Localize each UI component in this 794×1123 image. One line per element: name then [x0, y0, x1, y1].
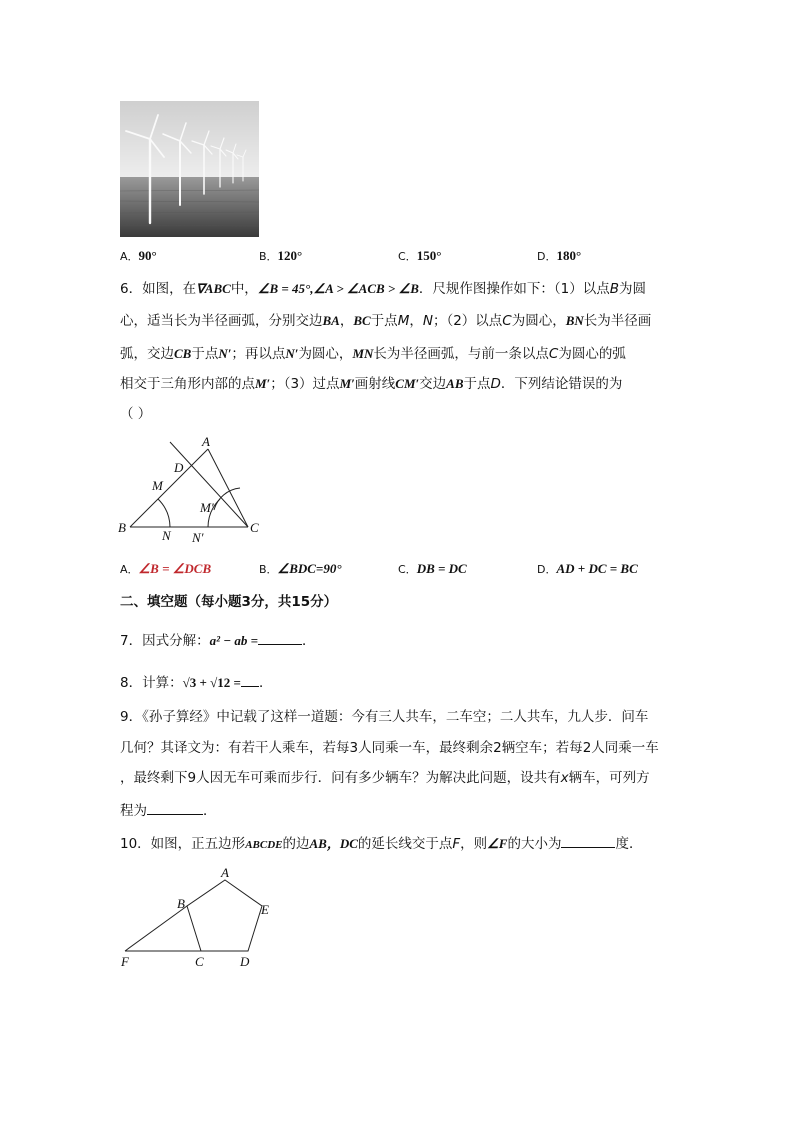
- arc-mn: [158, 499, 170, 527]
- q6-line-4: 相交于三角形内部的点M′；（3）过点M′画射线CM′交边AB于点D．下列结论错误的为: [120, 376, 623, 392]
- q5-option-d[interactable]: D．180°: [537, 248, 582, 263]
- q6-option-c[interactable]: C．DB = DC: [398, 561, 467, 576]
- label-d: D: [174, 460, 184, 475]
- section-fill-in-title: 二、填空题（每小题3分，共15分）: [120, 594, 338, 610]
- q6-line-3: 弧，交边CB于点N′；再以点N′为圆心，MN长为半径画弧，与前一条以点C为圆心的弧: [120, 346, 626, 362]
- q9-line-4: 程为 ．: [120, 800, 217, 821]
- label-np: N′: [192, 530, 204, 544]
- q5-option-b[interactable]: B．120°: [259, 248, 303, 263]
- wind-turbine-photo: [120, 101, 259, 237]
- label-m: M: [152, 478, 163, 493]
- label-e: E: [261, 902, 269, 917]
- q7: 7．因式分解：a² − ab = ．: [120, 630, 316, 651]
- q10-pentagon-figure: [115, 862, 285, 972]
- q9-answer-blank[interactable]: [147, 800, 203, 815]
- extension-ab: [125, 906, 187, 951]
- label-a: A: [202, 434, 210, 449]
- label-n: N: [162, 528, 171, 543]
- q10-answer-blank[interactable]: [561, 833, 615, 848]
- q8: 8．计算：√3 + √12 = ．: [120, 672, 272, 693]
- label-c: C: [250, 520, 259, 535]
- label-mp: M′: [200, 500, 214, 515]
- q7-answer-blank[interactable]: [258, 630, 302, 645]
- q6-answer-paren: （ ）: [120, 406, 152, 422]
- q6-triangle-figure: [110, 432, 270, 544]
- side-ba: [130, 449, 208, 527]
- q5-option-c[interactable]: C．150°: [398, 248, 442, 263]
- q6-line-1: 6．如图，在∇ABC中，∠B = 45°,∠A > ∠ACB > ∠B．尺规作图操作如下：（1）以点B为圆: [120, 281, 647, 297]
- q9-line-2: 几何？其译文为：有若干人乘车，若每3人同乘一车，最终剩余2辆空车；若每2人同乘一车: [120, 740, 659, 756]
- q6-option-b[interactable]: B．∠BDC=90°: [259, 561, 342, 576]
- label-c: C: [195, 954, 204, 969]
- label-b: B: [177, 896, 185, 911]
- q6-line-2: 心，适当长为半径画弧，分别交边BA，BC于点M，N；（2）以点C为圆心，BN长为半径画: [120, 313, 652, 329]
- arc-np: [214, 488, 240, 510]
- label-b: B: [118, 520, 126, 535]
- label-d: D: [240, 954, 250, 969]
- q8-answer-blank[interactable]: [241, 672, 259, 687]
- pentagon-abcde: [187, 880, 262, 951]
- q10: 10．如图，正五边形ABCDE的边AB，DC的延长线交于点F，则∠F的大小为 度．: [120, 833, 642, 855]
- label-a: A: [221, 865, 229, 880]
- q5-option-a[interactable]: A．90°: [120, 248, 157, 263]
- q6-option-a[interactable]: A．∠B = ∠DCB: [120, 561, 212, 576]
- side-ac: [208, 449, 248, 527]
- label-f: F: [121, 954, 129, 969]
- q6-option-d[interactable]: D．AD + DC = BC: [537, 561, 638, 576]
- q9-line-1: 9．《孙子算经》中记载了这样一道题：今有三人共车，二车空；二人共车，九人步．问车: [120, 709, 649, 725]
- q9-line-3: ，最终剩下9人因无车可乘而步行．问有多少辆车？为解决此问题，设共有x辆车，可列方: [120, 770, 650, 786]
